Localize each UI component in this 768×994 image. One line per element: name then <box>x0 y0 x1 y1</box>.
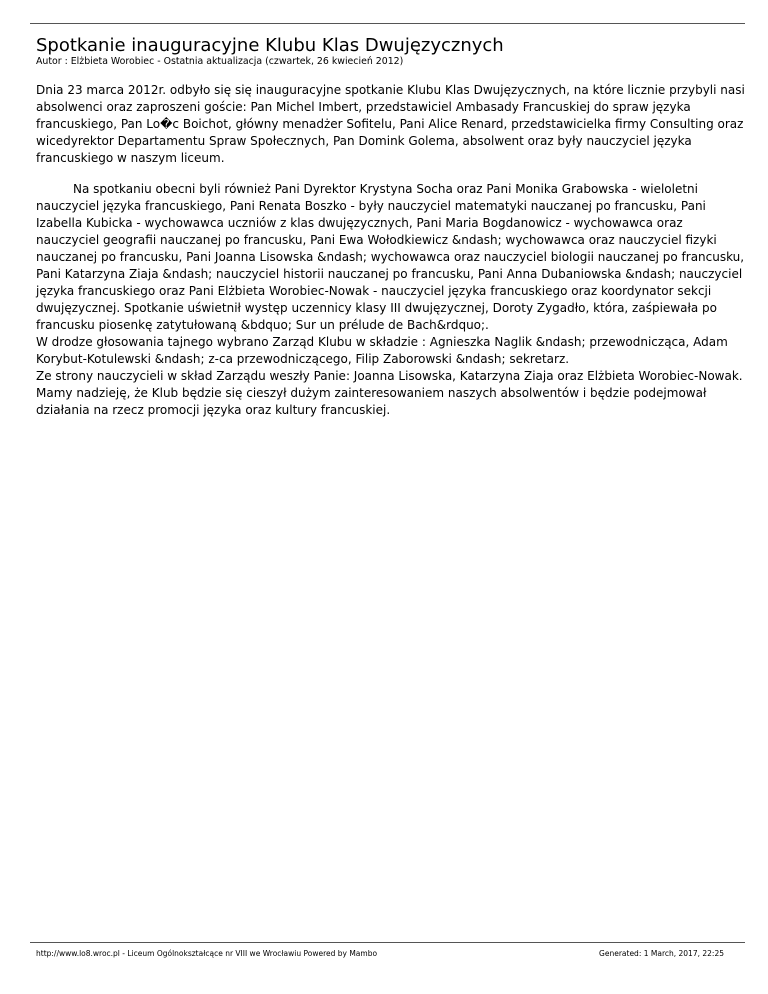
footer-source: http://www.lo8.wroc.pl - Liceum Ogólnokształcące nr VIII we Wrocławiu Powered by Mambo <box>36 949 378 958</box>
top-divider <box>30 23 745 24</box>
bottom-divider <box>30 942 745 943</box>
paragraph-teachers: Ze strony nauczycieli w skład Zarządu weszły Panie: Joanna Lisowska, Katarzyna Ziaja oraz Elżbieta Worobiec-Nowak. <box>36 369 743 383</box>
paragraph-board: W drodze głosowania tajnego wybrano Zarząd Klubu w składzie : Agnieszka Naglik &ndash; przewodnicząca, Adam Korybut-Kotulewski &ndash; z-ca przewodniczącego, Filip Zaborowski &ndash; sekretarz. <box>36 335 728 366</box>
paragraph-intro: Dnia 23 marca 2012r. odbyło się się inauguracyjne spotkanie Klubu Klas Dwujęzycznych, na które licznie przybyli nasi absolwenci oraz zaproszeni goście: Pan Michel Imbert, przedstawiciel Ambasady Francuskiej do spraw języka francuskiego, Pan Lo�c Boichot, główny menadżer Sofitelu, Pani Alice Renard, przedstawicielka firmy Consulting oraz wicedyrektor Departamentu Spraw Społecznych, Pan Domink Golema, absolwent oraz były nauczyciel języka francuskiego w naszym liceum. <box>36 83 745 165</box>
footer-generated: Generated: 1 March, 2017, 22:25 <box>599 949 724 958</box>
article-title: Spotkanie inauguracyjne Klubu Klas Dwujęzycznych <box>36 35 504 56</box>
article-body <box>36 82 746 419</box>
paragraph-attendees: Na spotkaniu obecni byli również Pani Dyrektor Krystyna Socha oraz Pani Monika Grabowska - wieloletni nauczyciel języka francuskiego, Pani Renata Boszko - były nauczyciel matematyki nauczanej po francusku, Pani Izabella Kubicka - wychowawca uczniów z klas dwujęzycznych, Pani Maria Bogdanowicz - wychowawca oraz nauczyciel geografii nauczanej po francusku, Pani Ewa Wołodkiewicz &ndash; wychowawca oraz nauczyciel fizyki nauczanej po francusku, Pani Joanna Lisowska &ndash; wychowawca oraz nauczyciel biologii nauczanej po francusku, Pani Katarzyna Ziaja &ndash; nauczyciel historii nauczanej po francusku, Pani Anna Dubaniowska &ndash; nauczyciel języka francuskiego oraz Pani Elżbieta Worobiec-Nowak - nauczyciel języka francuskiego oraz koordynator sekcji dwujęzycznej. Spotkanie uświetnił występ uczennicy klasy III dwujęzycznej, Doroty Zygadło, która, zaśpiewała po francusku piosenkę zatytułowaną &bdquo; Sur un prélude de Bach&rdquo;. <box>36 182 745 332</box>
article-meta: Autor : Elżbieta Worobiec - Ostatnia aktualizacja (czwartek, 26 kwiecień 2012) <box>36 56 404 67</box>
paragraph-closing: Mamy nadzieję, że Klub będzie się cieszył dużym zainteresowaniem naszych absolwentów i będzie podejmował działania na rzecz promocji języka oraz kultury francuskiej. <box>36 386 707 417</box>
